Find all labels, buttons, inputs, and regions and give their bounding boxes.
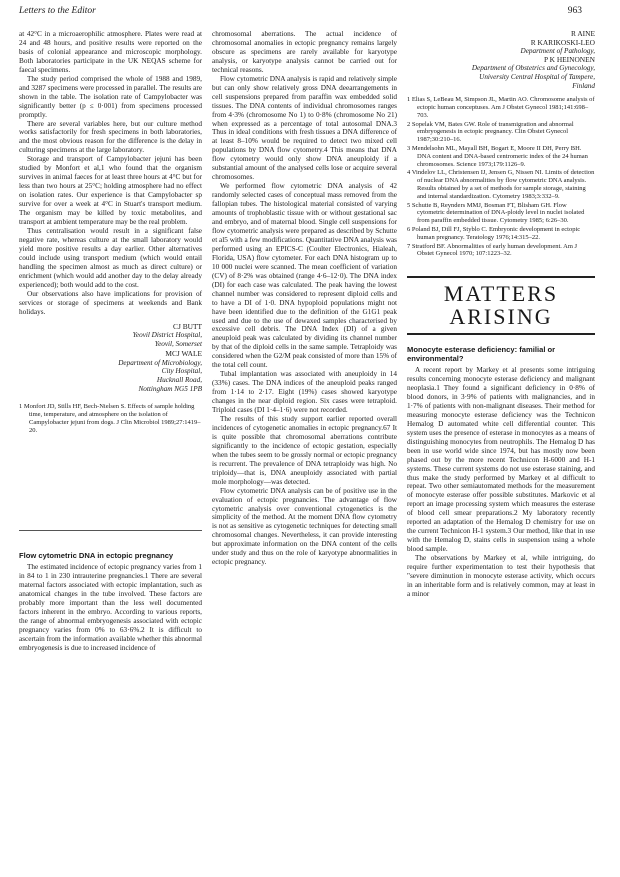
banner-line: MATTERS <box>443 281 559 307</box>
column-2 <box>212 30 397 567</box>
reference-item: 7 Stratford BF. Abnormalities of early human development. Am J Obstet Gynecol 1970; 107:1223–32. <box>407 242 578 258</box>
author-name: MCJ WALE <box>165 349 202 359</box>
paragraph: A recent report by Markey et al presents some intriguing results concerning monocyte esterase deficiency and malignant neoplasia.1 They found a significant deficiency in 0·8% of blood donors, in 3·9% of patients with malignancies, and in 1·7% of patients with non-malignant diseases. Their method for measuring monocyte esterase deficiency was the Technicon Hemalog D automated white cell differential counter. This system uses the presence of esterase in monocytes as a means of distinguishing monocytes from neutrophils. The Hemalog D has been in use world wide since 1974, but has mostly now been phased out by the more recent Technicon H-6000 and H-1 systems. These current systems do not use esterase staining, and thus make the study performed by Markey et al difficult to repeat. Two other semiautomated methods for the measurement of monocyte esterase offer possible substitutes. Markovic et al report an image processing system which measures the esterase of blood cell smear preparations.2 My laboratory recently reported an adaptation of the Hemalog D chemistry for use on the current Technicon H-1 system.3 Our method, like that in use with the Hemalog D, stains cells in suspension using a whole blood sample. <box>407 366 595 554</box>
paragraph: Thus centralisation would result in a significant false negative rate, whereas culture at the small laboratory would yield more positive results a day earlier. Other alternatives could include using transport medium (which would entail handling the specimen almost as much as direct culture) or enrichment (which would add another day to the delay already experienced); both would add to the cost. <box>19 226 202 289</box>
paragraph: Flow cytometric DNA analysis can be of positive use in the evaluation of ectopic pregnancies. The advantage of flow cytometric analysis over conventional cytogenetics is the simplicity of the method. At the moment DNA flow cytometry is not as sensitive as cytogenetic techniques for detecting small chromosomal changes. Nevertheless, it can provide interesting but approximate information on the DNA content of the cells under study and thus on the role of karyotype abnormalities in ectopic pregnancy. <box>212 486 397 567</box>
paragraph: The results of this study support earlier reported overall incidences of cytogenetic anomalies in ectopic pregnancy.67 It is quite possible that chromosomal aberrations contribute significantly to the incidence of ectopic gestation, especially when the tubes seem to be grossly normal or ectopic pregnancy is recurrent. The prevalence of DNA tetraploidy was high. No triploidy—that is, DNA aneuploidy associated with partial mole morphology—was detected. <box>212 414 397 486</box>
column-1 <box>19 30 202 653</box>
paragraph: The observations by Markey et al, while intriguing, do require further experimentation to test their hypothesis that "severe diminution in monocyte esterase activity, which occurs in an inheritable form and is relatively common, may at least in a minor <box>407 554 595 598</box>
reference-item: 1 Monfort JD, Stills HF, Bech-Nielsen S. Effects of sample holding time, temperature, and atmosphere on the isolation of Campylobacter jejuni from dogs. J Clin Microbiol 1989;27:1419–20. <box>19 403 201 434</box>
section-title: Monocyte esterase deficiency: familial or environmental? <box>407 345 556 364</box>
paragraph: Storage and transport of Campylobacter jejuni has been studied by Monfort et al,1 who found that the organism survives in animal faeces for at least three hours at 4°C but for less than two hours at 25°C; holding atmosphere had no effect on isolation rates. Our experience is that Campylobacter sp survive for over a week at 4°C in Stuart's transport medium. The organism may be killed by toxic metabolites, and transport at ambient temperature may be the real problem. <box>19 155 202 227</box>
paragraph: The study period comprised the whole of 1988 and 1989, and 3287 specimens were processed in parallel. The results are shown in the table. The isolation rate of Campylobacter was significantly better (p ≤ 0·001) from specimens processed promptly. <box>19 74 202 119</box>
paragraph: Tubal implantation was associated with aneuploidy in 14 (33%) cases. The DNA indices of the aneuploid peaks ranged from 1·14 to 2·17. Eight (19%) cases showed karyotype changes in the near diploid region. Six cases were tetraploid. Triploid cases (DI 1·4–1·6) were not recorded. <box>212 370 397 415</box>
author-name: R AINE <box>570 29 595 38</box>
affiliation: University Central Hospital of Tampere, <box>479 72 595 81</box>
paragraph: Our observations also have implications for provision of services or storage of specimens at weekends and Bank holidays. <box>19 289 202 316</box>
section-title: Flow cytometric DNA in ectopic pregnancy <box>19 551 174 561</box>
author-name: P K HEINONEN <box>543 54 595 64</box>
affiliation: Nottingham NG5 1PB <box>138 384 202 393</box>
paragraph: chromosomal aberrations. The actual incidence of chromosomal anomalies in ectopic pregnancy remains largely obscure as specimens are rarely available for karyotype analysis, or karyotype analysis cannot be carried out for technical reasons. <box>212 30 397 74</box>
author-name: R KARIKOSKI-LEO <box>530 37 595 47</box>
affiliation: Finland <box>572 81 595 90</box>
paragraph: Flow cytometric DNA analysis is rapid and relatively simple but can only show relatively gross DNA deearrangements in cell suspensions prepared from paraffin wax embedded solid tissues. The DNA contents of individual chromosomes ranges from 4·3% (chromosome No 1) to 0·8% (chromosome No 21) when expressed as a percentage of total autosomal DNA.3 Thus in ideal conditions with fresh tissues a DNA difference of at least 8–10% would be required to detect two mixed cell populations by DNA flow cytometry.4 This means that DNA flow cytometry would only show DNA aneuploidy if a substantial amount of the analysed cells lose or acquire several chromosomes. <box>212 74 397 182</box>
paragraph: There are several variables here, but our culture method works satisfactorily for fresh specimens in both laboratories, and the most obvious reason for the difference is the delay in culturing specimens at the large laboratory. <box>19 119 202 155</box>
reference-list <box>407 96 595 258</box>
affiliation: Department of Obstetrics and Gynecology, <box>471 64 595 73</box>
running-header: Letters to the Editor <box>19 6 96 16</box>
column-3 <box>407 30 595 599</box>
signature-block <box>19 323 202 394</box>
banner-line: ARISING <box>449 304 553 330</box>
affiliation: Department of Pathology, <box>520 47 595 56</box>
affiliation: Yeovil District Hospital, <box>132 331 202 340</box>
paragraph: We performed flow cytometric DNA analysis of 42 randomly selected cases of conceptual mass removed from the fallopian tubes. The histological material consisted of varying amounts of trophoblastic tissue with or without gestational sac and embryo, and of maternal blood. Single cell suspensions for flow cytometric analysis were prepared as described by Schutte et al5 with a few modifications. Quantitative DNA analysis was performed using an EPICS-C (Coulter Electronics, Hialeah, Florida, USA) flow cytometer. For each DNA histogram up to 10 000 nuclei were scanned. The mean coefficient of variation (CV) of 8·2% was obtained (range 4·6–12·0). The DNA index (DI) for each case was calculated. The peak having the lowest channel number was considered to represent diploid cells and to have a DI of 1·0. DNA hypoploid populations might not have been identified due to the definition of the G1G1 peak used and due to the use of dewaxed samples characterised by excessive cell debris. The DNA Index (DI) of a given aneuploid peak was calculated by dividing its channel number by that of the diploid cells in the same sample. Tetraploidy was considered when the G2/M peak consisted of more than 15% of the total cell count. <box>212 182 397 370</box>
reference-item: 6 Poland BJ, Dill FJ, Styblo C. Embryonic development in ectopic human pregnancy. Teratology 1976;14:315–22. <box>407 225 581 241</box>
reference-item: 3 Mendelsohn ML, Mayall BH, Bogart E, Moore II DH, Perry BH. DNA content and DNA-based centromeric index of the 24 human chromosomes. Science 1973;179:1126–9. <box>407 144 588 168</box>
signature-block <box>407 30 595 90</box>
paragraph: The estimated incidence of ectopic pregnancy varies from 1 in 84 to 1 in 230 intrauterine pregnancies.1 There are several maternal factors associated with ectopic implantation, such as anatomical changes in the tube involved. These factors are probably more important than the less well documented factors inherent in the embryo. According to various reports, the range of abnormal embryogenesis associated with ectopic pregnancy varies from 0% to 63·6%.2 It is difficult to ascertain from the information available whether this abnormal embryogenesis is due to increased incidence of <box>19 563 202 653</box>
page-number: 963 <box>567 6 582 16</box>
affiliation: Department of Microbiology, <box>118 358 202 367</box>
reference-list <box>19 403 202 434</box>
paragraph: at 42°C in a microaerophilic atmosphere. Plates were read at 24 and 48 hours, and positive results were reported on the basis of colonial appearance and microscopic morphology. Both laboratories participate in the UK NEQAS scheme for faecal specimens. <box>19 30 202 74</box>
affiliation: City Hospital, <box>161 367 202 376</box>
reference-item: 1 Elias S, LeBeau M, Simpson JL, Martin AO. Chromosome analysis of ectopic human conceptuses. Am J Obstet Gynecol 1981;141:698–703. <box>407 96 595 119</box>
reference-item: 5 Schutte B, Reynders MMJ, Bosman FT, Blisham GH. Flow cytometric determination of DNA-ploidy level in nuclei isolated from paraffin embedded tissue. Cytometry 1985; 6:26–30. <box>407 201 585 225</box>
reference-item: 4 Vindelov LL, Christensen IJ, Jensen G, Nissen NI. Limits of detection of nuclear DNA abnormalities by flow cytometric DNA analysis. Results obtained by a set of methods for sample storage, staining and internal standardization. Cytometry 1983;3:332–9. <box>407 169 595 200</box>
affiliation: Hucknall Road, <box>156 376 202 385</box>
affiliation: Yeovil, Somerset <box>154 339 202 348</box>
author-name: CJ BUTT <box>173 321 202 331</box>
reference-item: 2 Sopelak VM, Bates GW. Role of transmigration and abnormal embryogenesis in ectopic pregnancy. Clin Obstet Gynecol 1987;30:210–16. <box>407 120 574 144</box>
matters-arising-banner <box>407 276 595 335</box>
